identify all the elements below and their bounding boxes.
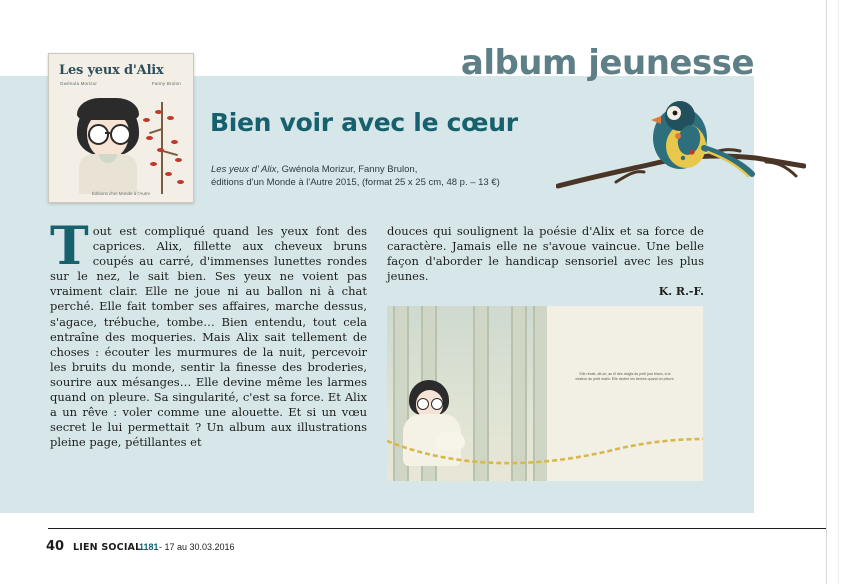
illustration-rope <box>387 435 703 469</box>
section-title: album jeunesse <box>460 43 754 83</box>
cover-girl-fringe <box>77 98 139 120</box>
footer-issue-number: 1181 <box>139 542 159 552</box>
illustration-glasses-right <box>431 398 443 410</box>
page-gutter-line <box>826 0 827 584</box>
article-headline: Bien voir avec le cœur <box>210 108 518 137</box>
author-signature: K. R.-F. <box>658 285 704 298</box>
book-cover-title: Les yeux d'Alix <box>59 63 164 78</box>
page-number: 40 <box>46 539 65 554</box>
credit-book-title: Les yeux d' Alix <box>211 164 277 175</box>
cover-red-branch <box>141 102 187 194</box>
footer-rule <box>48 528 826 529</box>
article-credits <box>211 163 541 189</box>
bird-on-branch-illustration <box>556 96 806 216</box>
cover-glasses-bridge <box>105 132 110 134</box>
body-column-left <box>50 216 367 450</box>
inner-illustration-image <box>387 306 703 481</box>
drop-cap: T <box>50 216 89 277</box>
footer-date: - 17 au 30.03.2016 <box>159 542 235 552</box>
page-gutter-line-secondary <box>838 0 839 584</box>
illustration-glasses-left <box>417 398 429 410</box>
credit-publisher-line: éditions d'un Monde à l'Autre 2015, (format 25 x 25 cm, 48 p. – 13 €) <box>211 177 500 188</box>
cover-glasses-right-lens <box>110 124 131 145</box>
book-cover-image <box>48 53 194 203</box>
illustration-caption-text: Elle rêvait, dit-on, au fil des doigts du petit jour blanc, à la chaleur du petit matin. Elle devine les larmes quand on pleure. <box>575 372 675 382</box>
body-text-left: out est compliqué quand les yeux font des caprices. Alix, fillette aux cheveux bruns coupés au carré, d'immenses lunettes rondes sur le nez, le sait bien. Ses yeux ne voient pas vraiment clair. Elle ne joue ni au ballon ni à chat perché. Elle fait tomber ses affaires, marche dessus, s'agace, trébuche, tombe… Bien entendu, tout cela entraîne des moqueries. Mais Alix sait tellement de choses : écouter les murmures de la nuit, percevoir les bruits du monde, sentir la finesse des broderies, sourire aux mésanges… Elle devine même les larmes quand on pleure. Sa singularité, c'est sa force. Et Alix a un rêve : voler comme une alouette. Et si un vœu secret le lui permettait ? Un album aux illustrations pleine page, pétillantes et <box>50 224 367 450</box>
body-text-right: douces qui soulignent la poésie d'Alix et sa force de caractère. Jamais elle ne s'avoue vaincue. Une belle façon d'aborder le handicap sensoriel avec les plus jeunes. <box>387 224 704 284</box>
credit-authors: , Gwénola Morizur, Fanny Brulon, <box>276 164 418 175</box>
body-column-right <box>387 224 704 284</box>
book-cover-author-right: Fanny Brulon <box>151 81 181 86</box>
book-cover-author-left: Gwénola Morizur <box>60 81 98 86</box>
footer-magazine-name: LIEN SOCIAL <box>73 542 142 553</box>
book-cover-publisher: Éditions d'un Monde à l'Autre <box>91 191 151 196</box>
cover-glasses-left-lens <box>88 124 109 145</box>
